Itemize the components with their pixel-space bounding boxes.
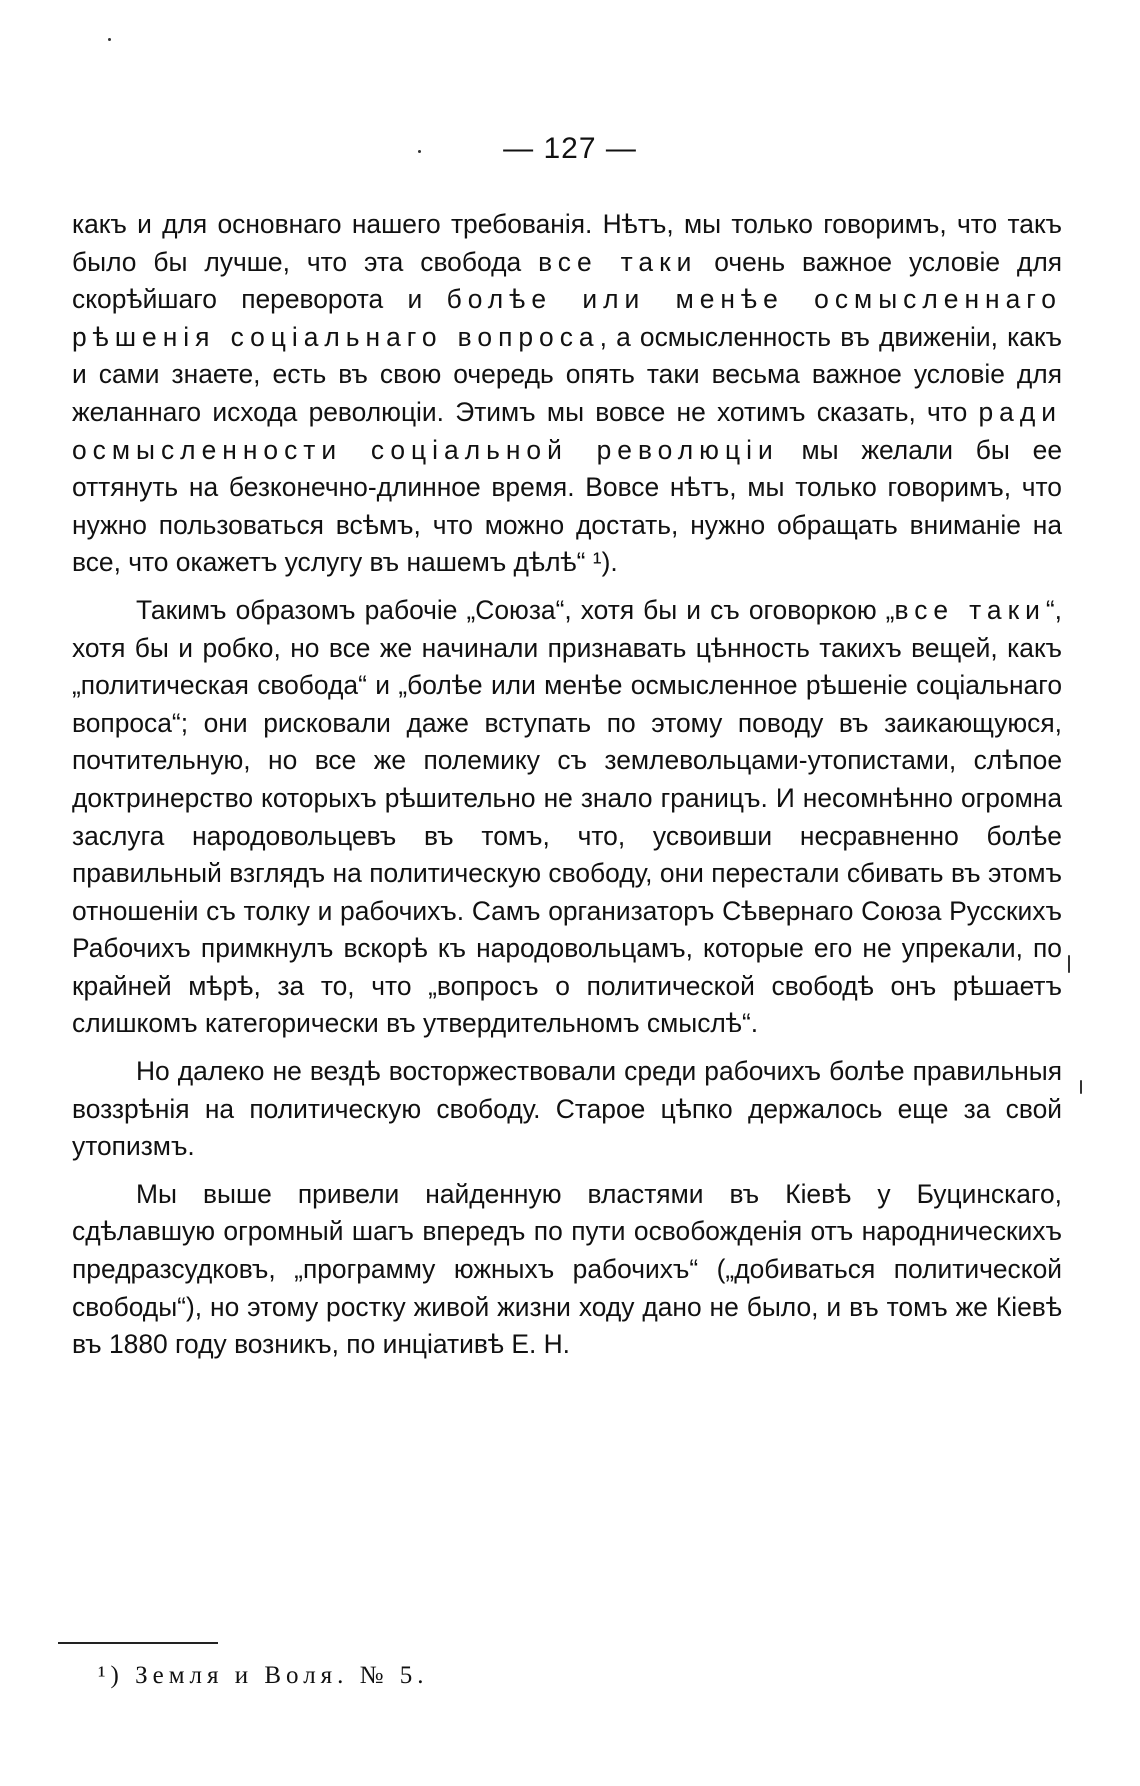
spaced-emphasis: ради осмысленности соціальной революціи: [72, 396, 1062, 465]
spaced-emphasis: все таки: [538, 246, 698, 277]
body-text: [72, 206, 1062, 1364]
text-run: Такимъ образомъ рабочіе „Союза“, хотя бы и съ оговоркою „: [136, 594, 895, 625]
paragraph-3: [72, 1053, 1062, 1166]
print-speck: [108, 38, 111, 41]
paragraph-1: [72, 206, 1062, 582]
page-number: — 127 —: [503, 132, 637, 165]
spaced-emphasis: все таки: [894, 594, 1046, 625]
paragraph-4: [72, 1176, 1062, 1364]
footnote: ¹) Земля и Воля. № 5.: [98, 1662, 429, 1689]
footnote-divider: [58, 1642, 218, 1644]
text-run: Но далеко не вездѣ восторжествовали среди рабочихъ болѣе правильныя воззрѣнія на политическую свободу. Старое цѣпко держалось еще за свой утопизмъ.: [72, 1056, 1062, 1162]
text-run: Мы выше привели найденную властями въ Кіевѣ у Буцинскаго, сдѣлавшую огромный шагъ впередъ по пути освобожденія отъ народническихъ предразсудковъ, „программу южныхъ рабочихъ“ („добиваться политической свободы“), но этому ростку живой жизни ходу дано не было, и въ томъ же Кіевѣ въ 1880 году возникъ, по инціативѣ Е. Н.: [72, 1178, 1062, 1360]
spaced-emphasis: болѣе или менѣе осмысленнаго рѣшенія соціальнаго вопроса: [72, 284, 1062, 352]
print-speck: [1080, 1080, 1082, 1094]
print-speck: [418, 150, 421, 153]
print-speck: [1068, 955, 1070, 973]
text-run: очень важное условіе для скорѣйшаго переворота и: [72, 246, 1063, 315]
text-run: , а осмысленность въ движеніи, какъ и сами знаете, есть въ свою очередь опять таки весьма важное условіе для желаннаго исхода революціи. Этимъ мы вовсе не хотимъ сказать, что: [72, 321, 1062, 427]
text-run: мы желали бы ее оттянуть на безконечно-длинное время. Вовсе нѣтъ, мы только говоримъ, что нужно пользоваться всѣмъ, что можно достать, нужно обращать вниманіе на все, что окажетъ услугу въ нашемъ дѣлѣ“ ¹).: [72, 434, 1062, 578]
paragraph-2: [72, 592, 1062, 1043]
text-run: “, хотя бы и робко, но все же начинали признавать цѣнность такихъ вещей, какъ „политическая свобода“ и „болѣе или менѣе осмысленное рѣшеніе соціальнаго вопроса“; они рисковали даже вступать по этому поводу въ заикающуюся, почтительную, но все же полемику съ землевольцами-утопистами, слѣпое доктринерство которыхъ рѣшительно не знало границъ. И несомнѣнно огромна заслуга народовольцевъ въ томъ, что, усвоивши несравненно болѣе правильный взглядъ на политическую свободу, они перестали сбивать въ этомъ отношеніи съ толку и рабочихъ. Самъ организаторъ Сѣвернаго Союза Русскихъ Рабочихъ примкнулъ вскорѣ къ народовольцамъ, которые его не упрекали, по крайней мѣрѣ, за то, что „вопросъ о политической свободѣ онъ рѣшаетъ слишкомъ категорически въ утвердительномъ смыслѣ“.: [72, 594, 1062, 1039]
text-run: какъ и для основнаго нашего требованія. Нѣтъ, мы только говоримъ, что такъ было бы лучше, что эта свобода: [72, 209, 1062, 277]
